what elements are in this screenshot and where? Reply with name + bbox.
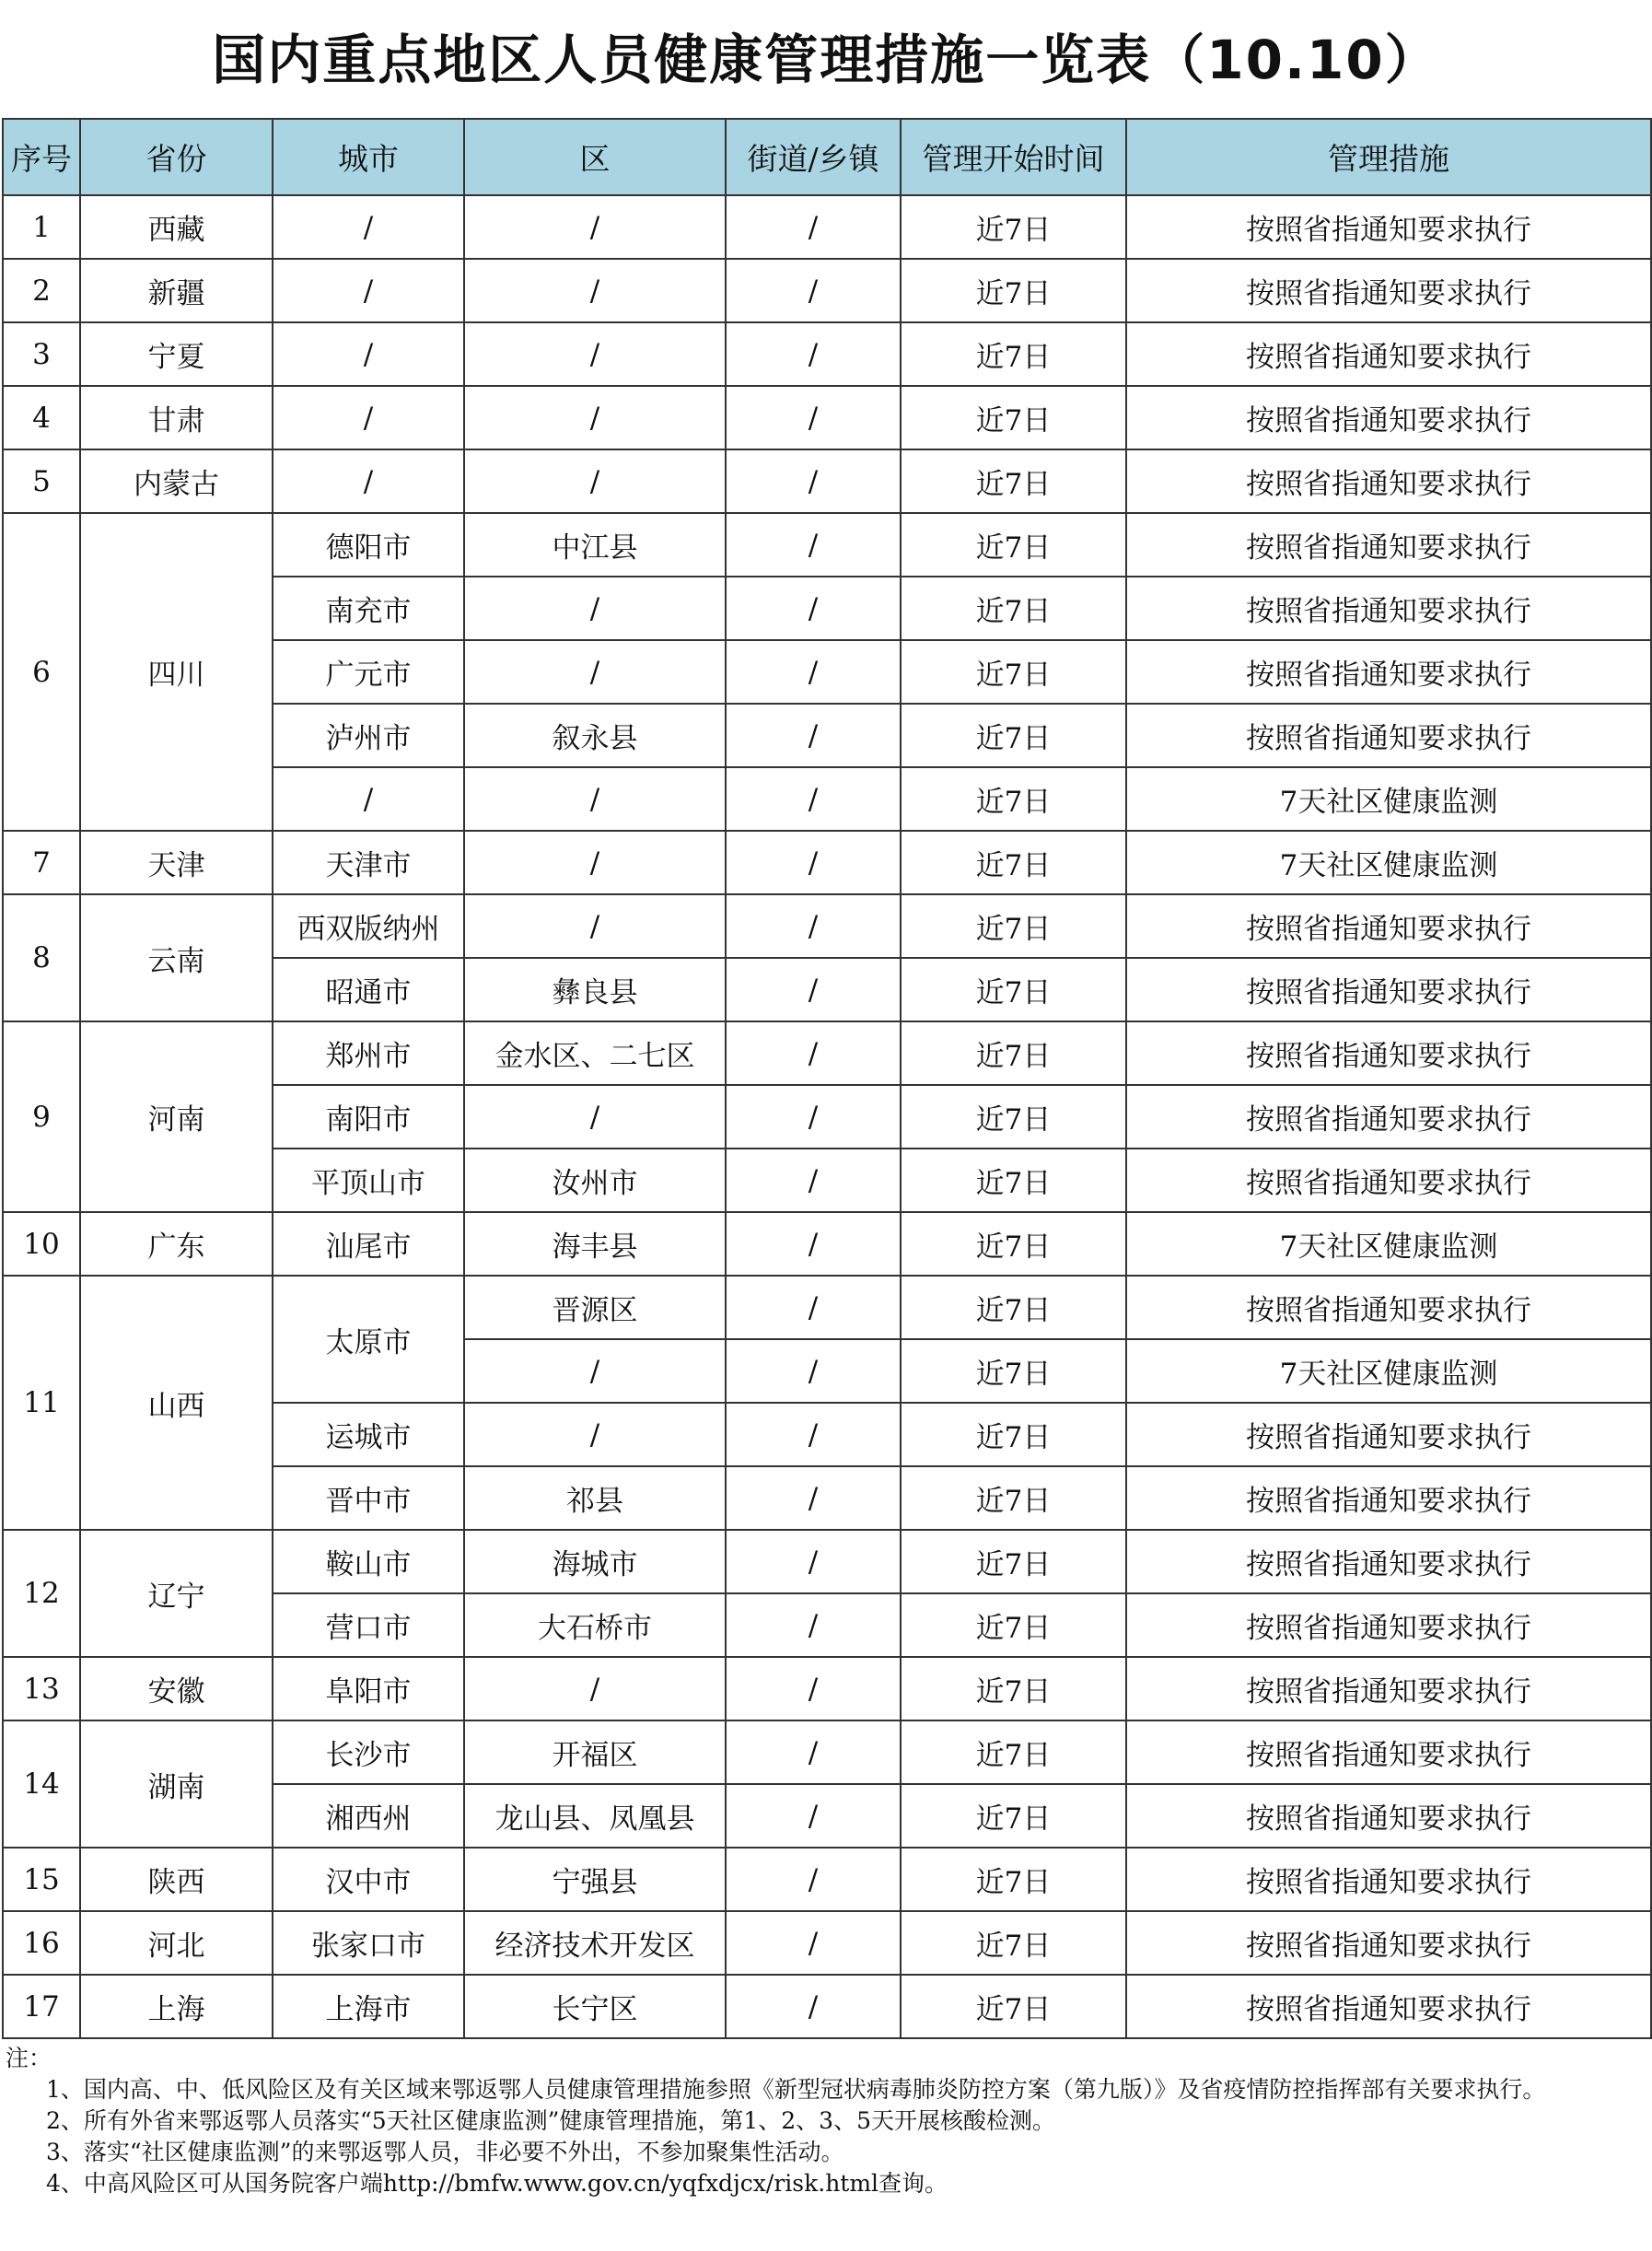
cell-start-time: 近7日 [901, 1657, 1126, 1720]
cell-province: 山西 [80, 1276, 273, 1530]
cell-district: 祁县 [464, 1466, 726, 1530]
cell-index: 7 [3, 831, 80, 894]
cell-district: 汝州市 [464, 1149, 726, 1212]
cell-street: / [726, 1212, 901, 1276]
cell-city: / [273, 195, 464, 259]
health-measures-table [2, 118, 1652, 2039]
cell-street: / [726, 1466, 901, 1530]
cell-start-time: 近7日 [901, 577, 1126, 640]
cell-measure: 按照省指通知要求执行 [1126, 1085, 1651, 1149]
cell-index: 12 [3, 1530, 80, 1657]
cell-street: / [726, 449, 901, 513]
cell-start-time: 近7日 [901, 1848, 1126, 1911]
cell-district: / [464, 1403, 726, 1466]
cell-measure: 按照省指通知要求执行 [1126, 1149, 1651, 1212]
cell-street: / [726, 1339, 901, 1403]
cell-city: 广元市 [273, 640, 464, 704]
note-item-2: 2、所有外省来鄂返鄂人员落实“5天社区健康监测”健康管理措施，第1、2、3、5天开展核酸检测。 [46, 2107, 1055, 2134]
cell-street: / [726, 1021, 901, 1085]
cell-street: / [726, 1784, 901, 1848]
cell-city: 阜阳市 [273, 1657, 464, 1720]
cell-district: / [464, 322, 726, 386]
cell-measure: 按照省指通知要求执行 [1126, 1403, 1651, 1466]
cell-district: / [464, 1339, 726, 1403]
table-row [3, 1720, 1651, 1784]
cell-city: 南充市 [273, 577, 464, 640]
table-row [3, 1657, 1651, 1720]
cell-city: / [273, 449, 464, 513]
cell-province: 安徽 [80, 1657, 273, 1720]
cell-start-time: 近7日 [901, 894, 1126, 958]
cell-measure: 按照省指通知要求执行 [1126, 1784, 1651, 1848]
cell-measure: 按照省指通知要求执行 [1126, 1848, 1651, 1911]
cell-city: / [273, 259, 464, 322]
cell-measure: 按照省指通知要求执行 [1126, 322, 1651, 386]
header-cell-street: 街道/乡镇 [726, 119, 901, 195]
cell-measure: 按照省指通知要求执行 [1126, 259, 1651, 322]
cell-district: / [464, 640, 726, 704]
header-cell-district: 区 [464, 119, 726, 195]
cell-start-time: 近7日 [901, 831, 1126, 894]
cell-start-time: 近7日 [901, 513, 1126, 577]
cell-street: / [726, 704, 901, 767]
cell-city: 平顶山市 [273, 1149, 464, 1212]
cell-city: 昭通市 [273, 958, 464, 1021]
cell-city: 南阳市 [273, 1085, 464, 1149]
cell-city: 长沙市 [273, 1720, 464, 1784]
cell-measure: 按照省指通知要求执行 [1126, 1720, 1651, 1784]
cell-start-time: 近7日 [901, 1593, 1126, 1657]
cell-province: 西藏 [80, 195, 273, 259]
cell-district: 宁强县 [464, 1848, 726, 1911]
cell-street: / [726, 1657, 901, 1720]
cell-start-time: 近7日 [901, 958, 1126, 1021]
cell-street: / [726, 577, 901, 640]
table-body [3, 195, 1651, 2038]
cell-measure: 按照省指通知要求执行 [1126, 1021, 1651, 1085]
cell-street: / [726, 513, 901, 577]
cell-street: / [726, 958, 901, 1021]
cell-city: 太原市 [273, 1276, 464, 1403]
cell-measure: 按照省指通知要求执行 [1126, 577, 1651, 640]
cell-province: 湖南 [80, 1720, 273, 1848]
table-row [3, 513, 1651, 577]
cell-start-time: 近7日 [901, 640, 1126, 704]
table-row [3, 449, 1651, 513]
cell-district: / [464, 894, 726, 958]
cell-index: 6 [3, 513, 80, 831]
table-row [3, 195, 1651, 259]
note-item-1: 1、国内高、中、低风险区及有关区域来鄂返鄂人员健康管理措施参照《新型冠状病毒肺炎防控方案（第九版）》及省疫情防控指挥部有关要求执行。 [46, 2076, 1546, 2103]
cell-measure: 按照省指通知要求执行 [1126, 1911, 1651, 1975]
cell-measure: 按照省指通知要求执行 [1126, 894, 1651, 958]
cell-start-time: 近7日 [901, 1466, 1126, 1530]
cell-province: 甘肃 [80, 386, 273, 449]
cell-measure: 按照省指通知要求执行 [1126, 1593, 1651, 1657]
cell-province: 广东 [80, 1212, 273, 1276]
cell-street: / [726, 1848, 901, 1911]
cell-district: / [464, 195, 726, 259]
cell-city: / [273, 322, 464, 386]
table-header-row [3, 119, 1651, 195]
cell-start-time: 近7日 [901, 1212, 1126, 1276]
cell-city: / [273, 386, 464, 449]
cell-start-time: 近7日 [901, 195, 1126, 259]
cell-index: 16 [3, 1911, 80, 1975]
cell-street: / [726, 1530, 901, 1593]
header-cell-province: 省份 [80, 119, 273, 195]
cell-province: 四川 [80, 513, 273, 831]
cell-start-time: 近7日 [901, 322, 1126, 386]
cell-measure: 按照省指通知要求执行 [1126, 1975, 1651, 2038]
cell-city: 汕尾市 [273, 1212, 464, 1276]
cell-district: 叙永县 [464, 704, 726, 767]
cell-district: 海丰县 [464, 1212, 726, 1276]
cell-district: 中江县 [464, 513, 726, 577]
cell-street: / [726, 831, 901, 894]
table-row [3, 894, 1651, 958]
cell-start-time: 近7日 [901, 704, 1126, 767]
cell-index: 13 [3, 1657, 80, 1720]
cell-city: 运城市 [273, 1403, 464, 1466]
cell-index: 2 [3, 259, 80, 322]
cell-street: / [726, 1149, 901, 1212]
table-row [3, 322, 1651, 386]
table-row [3, 1276, 1651, 1339]
table-row [3, 1848, 1651, 1911]
cell-street: / [726, 1276, 901, 1339]
cell-province: 上海 [80, 1975, 273, 2038]
cell-city: 天津市 [273, 831, 464, 894]
cell-measure: 7天社区健康监测 [1126, 767, 1651, 831]
note-item-3: 3、落实“社区健康监测”的来鄂返鄂人员，非必要不外出，不参加聚集性活动。 [46, 2139, 844, 2165]
cell-measure: 按照省指通知要求执行 [1126, 386, 1651, 449]
cell-street: / [726, 1720, 901, 1784]
notes-label: 注： [6, 2045, 52, 2071]
table-row [3, 1975, 1651, 2038]
cell-province: 河北 [80, 1911, 273, 1975]
cell-city: / [273, 767, 464, 831]
cell-district: / [464, 577, 726, 640]
cell-measure: 按照省指通知要求执行 [1126, 1466, 1651, 1530]
cell-district: 大石桥市 [464, 1593, 726, 1657]
cell-start-time: 近7日 [901, 1021, 1126, 1085]
cell-start-time: 近7日 [901, 1339, 1126, 1403]
cell-index: 5 [3, 449, 80, 513]
cell-measure: 按照省指通知要求执行 [1126, 704, 1651, 767]
cell-measure: 按照省指通知要求执行 [1126, 449, 1651, 513]
cell-street: / [726, 386, 901, 449]
cell-province: 内蒙古 [80, 449, 273, 513]
cell-start-time: 近7日 [901, 1975, 1126, 2038]
cell-index: 4 [3, 386, 80, 449]
cell-index: 14 [3, 1720, 80, 1848]
cell-city: 张家口市 [273, 1911, 464, 1975]
cell-start-time: 近7日 [901, 1085, 1126, 1149]
cell-street: / [726, 1403, 901, 1466]
note-item-4: 4、中高风险区可从国务院客户端http://bmfw.www.gov.cn/yqfxdjcx/risk.html查询。 [46, 2170, 948, 2197]
cell-measure: 按照省指通知要求执行 [1126, 1657, 1651, 1720]
cell-street: / [726, 894, 901, 958]
cell-street: / [726, 1593, 901, 1657]
cell-district: / [464, 386, 726, 449]
cell-city: 晋中市 [273, 1466, 464, 1530]
cell-measure: 按照省指通知要求执行 [1126, 1530, 1651, 1593]
notes-section [6, 2043, 1646, 2199]
cell-start-time: 近7日 [901, 1530, 1126, 1593]
cell-province: 宁夏 [80, 322, 273, 386]
cell-start-time: 近7日 [901, 1403, 1126, 1466]
cell-start-time: 近7日 [901, 1276, 1126, 1339]
table-row [3, 1212, 1651, 1276]
cell-district: / [464, 1085, 726, 1149]
table-row [3, 386, 1651, 449]
cell-city: 上海市 [273, 1975, 464, 2038]
page-title: 国内重点地区人员健康管理措施一览表（10.10） [212, 29, 1440, 91]
cell-index: 1 [3, 195, 80, 259]
cell-measure: 按照省指通知要求执行 [1126, 640, 1651, 704]
cell-city: 营口市 [273, 1593, 464, 1657]
header-cell-measure: 管理措施 [1126, 119, 1651, 195]
cell-street: / [726, 259, 901, 322]
cell-province: 陕西 [80, 1848, 273, 1911]
cell-province: 辽宁 [80, 1530, 273, 1657]
header-cell-index: 序号 [3, 119, 80, 195]
cell-start-time: 近7日 [901, 1149, 1126, 1212]
cell-district: / [464, 449, 726, 513]
cell-province: 新疆 [80, 259, 273, 322]
cell-measure: 按照省指通知要求执行 [1126, 958, 1651, 1021]
cell-street: / [726, 767, 901, 831]
cell-measure: 7天社区健康监测 [1126, 1339, 1651, 1403]
cell-start-time: 近7日 [901, 1720, 1126, 1784]
cell-district: 海城市 [464, 1530, 726, 1593]
table-row [3, 1021, 1651, 1085]
cell-district: 彝良县 [464, 958, 726, 1021]
header-cell-start-time: 管理开始时间 [901, 119, 1126, 195]
cell-district: / [464, 767, 726, 831]
cell-index: 8 [3, 894, 80, 1021]
cell-start-time: 近7日 [901, 449, 1126, 513]
table-row [3, 259, 1651, 322]
cell-street: / [726, 195, 901, 259]
cell-city: 郑州市 [273, 1021, 464, 1085]
table-row [3, 831, 1651, 894]
cell-index: 15 [3, 1848, 80, 1911]
cell-measure: 7天社区健康监测 [1126, 831, 1651, 894]
cell-start-time: 近7日 [901, 1784, 1126, 1848]
cell-district: 金水区、二七区 [464, 1021, 726, 1085]
cell-city: 泸州市 [273, 704, 464, 767]
cell-district: 经济技术开发区 [464, 1911, 726, 1975]
cell-street: / [726, 640, 901, 704]
table-row [3, 1911, 1651, 1975]
cell-district: / [464, 831, 726, 894]
cell-measure: 按照省指通知要求执行 [1126, 195, 1651, 259]
cell-measure: 7天社区健康监测 [1126, 1212, 1651, 1276]
cell-street: / [726, 1975, 901, 2038]
cell-district: 长宁区 [464, 1975, 726, 2038]
table-row [3, 1530, 1651, 1593]
cell-start-time: 近7日 [901, 767, 1126, 831]
cell-start-time: 近7日 [901, 259, 1126, 322]
cell-index: 9 [3, 1021, 80, 1212]
cell-measure: 按照省指通知要求执行 [1126, 1276, 1651, 1339]
cell-province: 云南 [80, 894, 273, 1021]
cell-street: / [726, 1085, 901, 1149]
cell-street: / [726, 1911, 901, 1975]
header-cell-city: 城市 [273, 119, 464, 195]
cell-index: 3 [3, 322, 80, 386]
cell-district: 龙山县、凤凰县 [464, 1784, 726, 1848]
cell-province: 河南 [80, 1021, 273, 1212]
cell-city: 西双版纳州 [273, 894, 464, 958]
cell-district: 晋源区 [464, 1276, 726, 1339]
cell-city: 汉中市 [273, 1848, 464, 1911]
cell-start-time: 近7日 [901, 1911, 1126, 1975]
cell-district: / [464, 1657, 726, 1720]
cell-city: 德阳市 [273, 513, 464, 577]
cell-district: / [464, 259, 726, 322]
cell-street: / [726, 322, 901, 386]
cell-start-time: 近7日 [901, 386, 1126, 449]
cell-index: 17 [3, 1975, 80, 2038]
cell-index: 11 [3, 1276, 80, 1530]
cell-index: 10 [3, 1212, 80, 1276]
cell-province: 天津 [80, 831, 273, 894]
cell-city: 湘西州 [273, 1784, 464, 1848]
cell-measure: 按照省指通知要求执行 [1126, 513, 1651, 577]
cell-district: 开福区 [464, 1720, 726, 1784]
cell-city: 鞍山市 [273, 1530, 464, 1593]
